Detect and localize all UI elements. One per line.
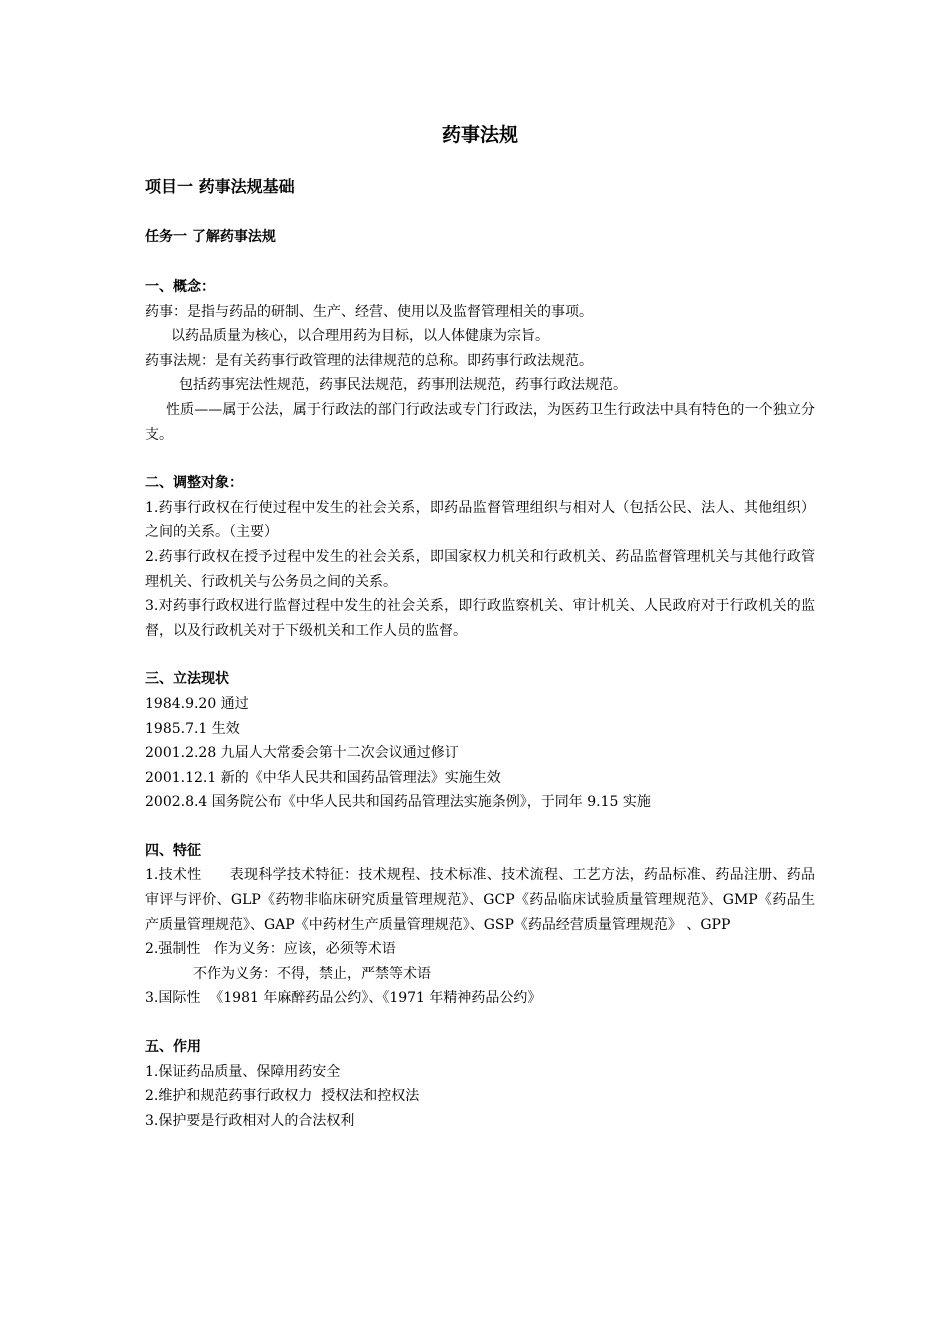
feature-label: 1.技术性 xyxy=(145,867,202,884)
section-heading: 一、概念： xyxy=(145,279,215,295)
section-concepts xyxy=(145,275,815,447)
section-heading: 四、特征 xyxy=(145,842,201,859)
section-adjustment-objects xyxy=(145,471,815,643)
paragraph: 3.国际性 《1981 年麻醉药品公约》、《1971 年精神药品公约》 xyxy=(145,990,542,1007)
paragraph xyxy=(145,863,815,937)
paragraph: 不作为义务：不得，禁止，严禁等术语 xyxy=(193,965,431,982)
paragraph: 包括药事宪法性规范，药事民法规范，药事刑法规范，药事行政法规范。 xyxy=(179,377,627,394)
paragraph: 3.对药事行政权进行监督过程中发生的社会关系，即行政监察机关、审计机关、人民政府对于行政机关的监督，以及行政机关对于下级机关和工作人员的监督。 xyxy=(145,598,815,639)
feature-text: 表现科学技术特征：技术规程、技术标准、技术流程、工艺方法，药品标准、药品注册、药品审评与评价、GLP《药物非临床研究质量管理规范》、GCP《药品临床试验质量管理规范》、GMP《药品生产质量管理规范》、GAP《中药材生产质量管理规范》、GSP《药品经营质量管理规范》 、GPP xyxy=(145,867,815,933)
list-item: 1.保证药品质量、保障用药安全 xyxy=(145,1063,341,1080)
list-item: 3.保护要是行政相对人的合法权利 xyxy=(145,1112,355,1129)
paragraph: 2.药事行政权在授予过程中发生的社会关系，即国家权力机关和行政机关、药品监督管理机关与其他行政管理机关、行政机关与公务员之间的关系。 xyxy=(145,548,815,590)
list-item: 2001.2.28 九届人大常委会第十二次会议通过修订 xyxy=(145,745,459,762)
list-item: 1985.7.1 生效 xyxy=(145,720,240,737)
paragraph: 性质——属于公法，属于行政法的部门行政法或专门行政法，为医药卫生行政法中具有特色的一个独立分支。 xyxy=(145,401,815,443)
paragraph: 2.强制性 作为义务：应该，必须等术语 xyxy=(145,941,396,958)
list-item: 2002.8.4 国务院公布《中华人民共和国药品管理法实施条例》，于同年 9.15 实施 xyxy=(145,794,651,811)
document-page xyxy=(145,121,815,1133)
section-legislation-status xyxy=(145,667,815,815)
list-item: 1984.9.20 通过 xyxy=(145,695,249,712)
paragraph: 药事法规：是有关药事行政管理的法律规范的总称。即药事行政法规范。 xyxy=(145,352,593,369)
list-item: 2001.12.1 新的《中华人民共和国药品管理法》实施生效 xyxy=(145,769,501,786)
paragraph: 1.药事行政权在行使过程中发生的社会关系，即药品监督管理组织与相对人（包括公民、法人、其他组织）之间的关系。（主要） xyxy=(145,499,815,541)
document-title: 药事法规 xyxy=(441,124,518,146)
section-heading: 二、调整对象： xyxy=(145,475,243,492)
section-functions xyxy=(145,1035,815,1133)
paragraph: 药事：是指与药品的研制、生产、经营、使用以及监督管理相关的事项。 xyxy=(145,303,593,320)
project-heading: 项目一 药事法规基础 xyxy=(145,177,295,196)
task-heading: 任务一 了解药事法规 xyxy=(145,229,276,245)
section-characteristics xyxy=(145,839,815,1011)
paragraph: 以药品质量为核心，以合理用药为目标，以人体健康为宗旨。 xyxy=(171,328,549,345)
section-heading: 三、立法现状 xyxy=(145,671,229,688)
list-item: 2.维护和规范药事行政权力 授权法和控权法 xyxy=(145,1088,420,1105)
section-heading: 五、作用 xyxy=(145,1039,201,1056)
